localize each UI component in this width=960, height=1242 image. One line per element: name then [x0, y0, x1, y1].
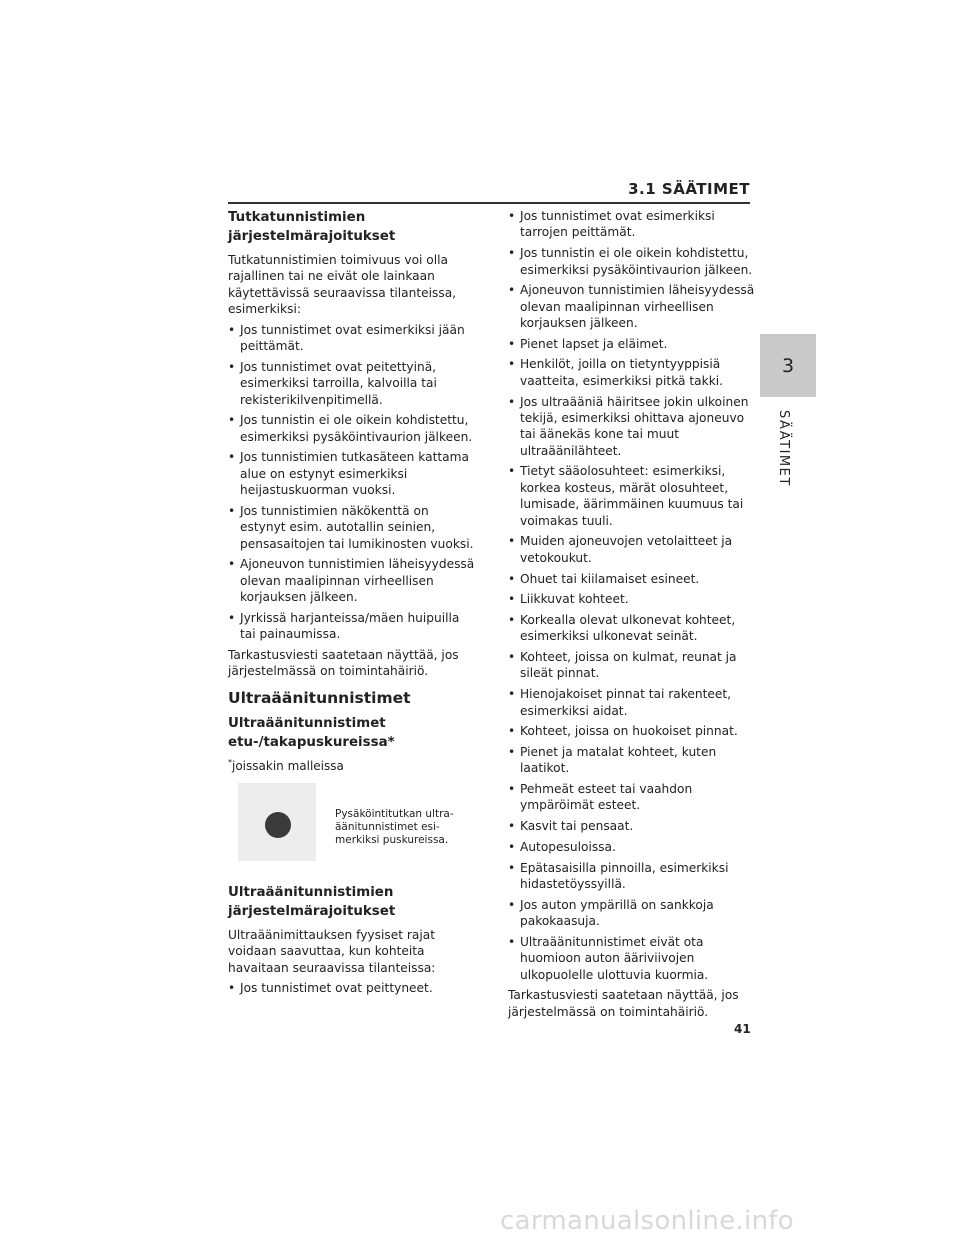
left-column	[228, 208, 476, 1001]
section-title: 3.1 SÄÄTIMET	[628, 180, 750, 198]
ultrasonic-limitations-list	[228, 980, 476, 996]
list-item: • Korkealla olevat ulkonevat kohteet, esimerkiksi ulkonevat seinät.	[508, 612, 756, 645]
list-item: • Jos tunnistin ei ole oikein kohdistettu, esimerkiksi pysäköintivaurion jälkeen.	[228, 412, 476, 445]
list-item: • Jos tunnistimien tutkasäteen kattama alue on estynyt esimerkiksi heijastuskuorman vuoksi.	[228, 449, 476, 498]
ultrasonic-limitations-list-cont	[508, 208, 756, 983]
ultrasonic-bumpers-subheading: Ultraäänitunnistimet etu-/takapuskureissa*	[228, 715, 395, 750]
radar-outro: Tarkastusviesti saatetaan näyttää, jos järjestelmässä on toimintahäiriö.	[228, 648, 459, 679]
list-item: • Kohteet, joissa on huokoiset pinnat.	[508, 723, 756, 739]
radar-limitations-list	[228, 322, 476, 643]
note-text: joissakin malleissa	[232, 758, 344, 773]
watermark: carmanualsonline.info	[500, 1206, 795, 1236]
ultrasonic-outro: Tarkastusviesti saatetaan näyttää, jos järjestelmässä on toimintahäiriö.	[508, 988, 739, 1019]
list-item: • Jos tunnistin ei ole oikein kohdistettu, esimerkiksi pysäköintivaurion jälkeen.	[508, 245, 756, 278]
list-item: • Muiden ajoneuvojen vetolaitteet ja vetokoukut.	[508, 533, 756, 566]
ultrasonic-sensor-icon	[265, 812, 291, 838]
note-asterisk: *	[228, 757, 232, 767]
list-item: • Jos ultraääniä häiritsee jokin ulkoinen tekijä, esimerkiksi ohittava ajoneuvo tai äänekäs kone tai muut ultraäänilähteet.	[508, 394, 756, 460]
list-item: • Autopesuloissa.	[508, 839, 756, 855]
list-item: • Liikkuvat kohteet.	[508, 591, 756, 607]
chapter-tab	[760, 334, 816, 397]
list-item: • Jos tunnistimet ovat esimerkiksi tarrojen peittämät.	[508, 208, 756, 241]
model-note	[228, 758, 476, 773]
list-item: • Tietyt sääolosuhteet: esimerkiksi, korkea kosteus, märät olosuhteet, lumisade, äärimmäinen kuumuus tai voimakas tuuli.	[508, 463, 756, 529]
chapter-label: SÄÄTIMET	[776, 410, 791, 487]
list-item: • Pienet ja matalat kohteet, kuten laatikot.	[508, 744, 756, 777]
header-divider	[228, 202, 750, 204]
list-item: • Epätasaisilla pinnoilla, esimerkiksi hidastetöyssyillä.	[508, 860, 756, 893]
list-item: • Jos tunnistimet ovat peitettyinä, esimerkiksi tarroilla, kalvoilla tai rekisterikilvenpitimellä.	[228, 359, 476, 408]
figure-caption: Pysäköintitutkan ultra-äänitunnistimet esi-merkiksi puskureissa.	[335, 807, 454, 846]
list-item: • Ultraäänitunnistimet eivät ota huomioon auton ääriviivojen ulkopuolelle ulottuvia kuormia.	[508, 934, 756, 983]
list-item: • Jos tunnistimet ovat peittyneet.	[228, 980, 476, 996]
list-item: • Hienojakoiset pinnat tai rakenteet, esimerkiksi aidat.	[508, 686, 756, 719]
list-item: • Jyrkissä harjanteissa/mäen huipuilla tai painaumissa.	[228, 610, 476, 643]
list-item: • Ajoneuvon tunnistimien läheisyydessä olevan maalipinnan virheellisen korjauksen jälkeen.	[228, 556, 476, 605]
ultrasonic-limitations-heading: Ultraäänitunnistimien järjestelmärajoitukset	[228, 884, 396, 919]
sensor-image	[238, 783, 316, 861]
list-item: • Jos auton ympärillä on sankkoja pakokaasuja.	[508, 897, 756, 930]
list-item: • Ajoneuvon tunnistimien läheisyydessä olevan maalipinnan virheellisen korjauksen jälkeen.	[508, 282, 756, 331]
radar-limitations-heading: Tutkatunnistimien järjestelmärajoitukset	[228, 210, 396, 244]
right-column	[508, 208, 756, 1024]
list-item: • Jos tunnistimien näkökenttä on estynyt esim. autotallin seinien, pensasaitojen tai lumikinosten vuoksi.	[228, 503, 476, 552]
list-item: • Jos tunnistimet ovat esimerkiksi jään peittämät.	[228, 322, 476, 355]
list-item: • Ohuet tai kiilamaiset esineet.	[508, 571, 756, 587]
ultrasonic-intro: Ultraäänimittauksen fyysiset rajat voidaan saavuttaa, kun kohteita havaitaan seuraavissa tilanteissa:	[228, 927, 436, 975]
chapter-number: 3	[781, 354, 795, 377]
ultrasonic-section-heading: Ultraäänitunnistimet	[228, 688, 411, 707]
page-number: 41	[734, 1022, 751, 1036]
list-item: • Pehmeät esteet tai vaahdon ympäröimät esteet.	[508, 781, 756, 814]
list-item: • Pienet lapset ja eläimet.	[508, 336, 756, 352]
list-item: • Kasvit tai pensaat.	[508, 818, 756, 834]
list-item: • Kohteet, joissa on kulmat, reunat ja sileät pinnat.	[508, 649, 756, 682]
list-item: • Henkilöt, joilla on tietyntyyppisiä vaatteita, esimerkiksi pitkä takki.	[508, 356, 756, 389]
radar-intro: Tutkatunnistimien toimivuus voi olla rajallinen tai ne eivät ole lainkaan käytettävissä seuraavissa tilanteissa, esimerkiksi:	[228, 253, 457, 317]
sensor-figure	[238, 783, 476, 861]
